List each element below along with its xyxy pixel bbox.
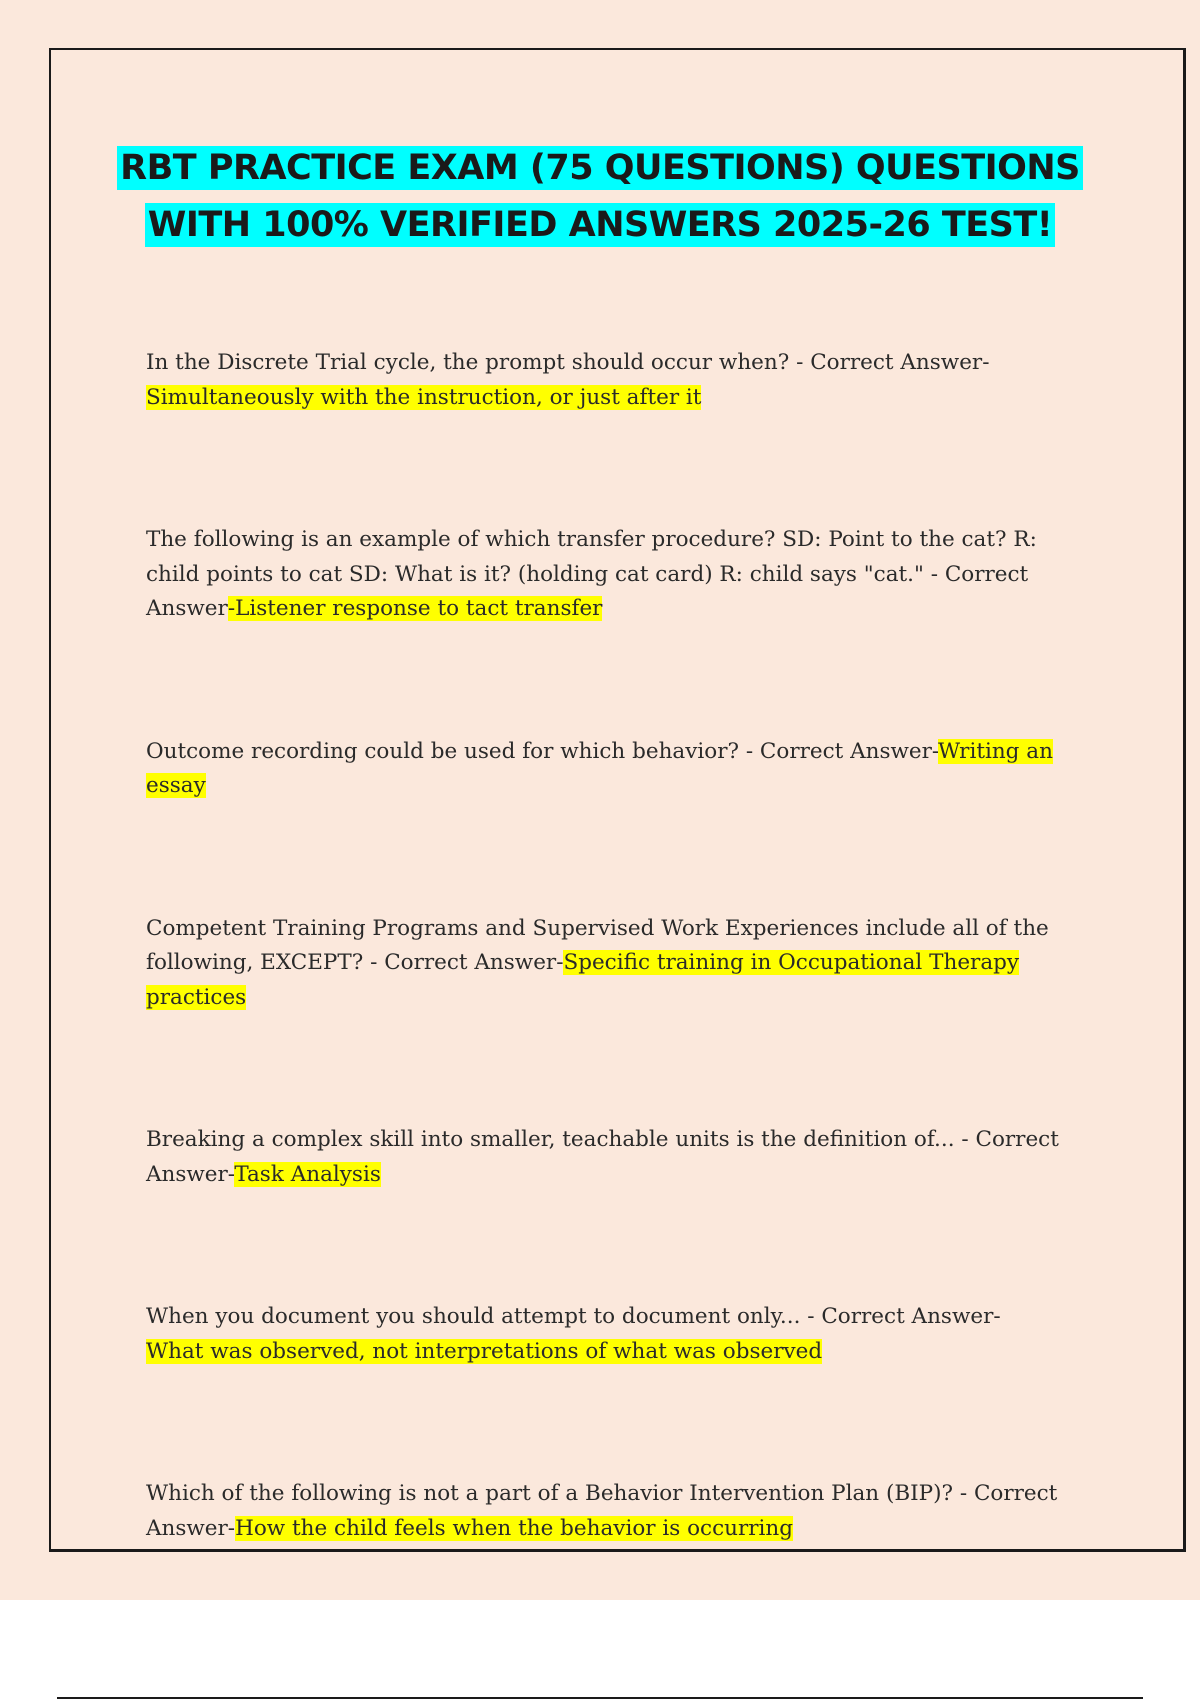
question-text: When you document you should attempt to document only... - Correct Answer- [146, 1304, 1001, 1329]
answer-text: What was observed, not interpretations of what was observed [146, 1338, 823, 1364]
qa-item [146, 1477, 1090, 1546]
question-text: Competent Training Programs and Supervised Work Experiences include all of the following, EXCEPT? - Correct Answer- [146, 915, 1049, 975]
answer-text: Specific training in Occupational Therapy practices [146, 950, 1020, 1010]
qa-item [146, 523, 1090, 627]
question-text: In the Discrete Trial cycle, the prompt should occur when? - Correct Answer- [146, 350, 990, 375]
question-text: Outcome recording could be used for which behavior? - Correct Answer- [146, 738, 939, 764]
answer-text: How the child feels when the behavior is occurring [235, 1515, 794, 1541]
qa-item [146, 1123, 1090, 1192]
footer-rule [57, 1697, 1143, 1699]
question-text: Which of the following is not a part of a Behavior Intervention Plan (BIP)? - Correct Answer- [146, 1481, 1058, 1541]
answer-text: Simultaneously with the instruction, or just after it [146, 384, 702, 410]
title-line-1: RBT PRACTICE EXAM (75 QUESTIONS) QUESTIONS [117, 146, 1083, 190]
answer-text: -Listener response to tact transfer [227, 596, 603, 621]
qa-item [146, 346, 1090, 415]
qa-item [146, 912, 1090, 1016]
qa-item [146, 735, 1090, 804]
document-title [100, 140, 1100, 254]
qa-list [146, 346, 1090, 1654]
qa-item [146, 1300, 1090, 1369]
answer-text: Task Analysis [234, 1161, 381, 1187]
title-line-2: WITH 100% VERIFIED ANSWERS 2025-26 TEST! [145, 203, 1055, 247]
question-text: The following is an example of which transfer procedure? SD: Point to the cat? R: child points to cat SD: What is it? (holding cat card) R: child says "cat." - Correct Answer [146, 527, 1037, 621]
answer-text: Writing an essay [146, 738, 1053, 798]
question-text: Breaking a complex skill into smaller, teachable units is the definition of... - Correct Answer- [146, 1127, 1059, 1187]
